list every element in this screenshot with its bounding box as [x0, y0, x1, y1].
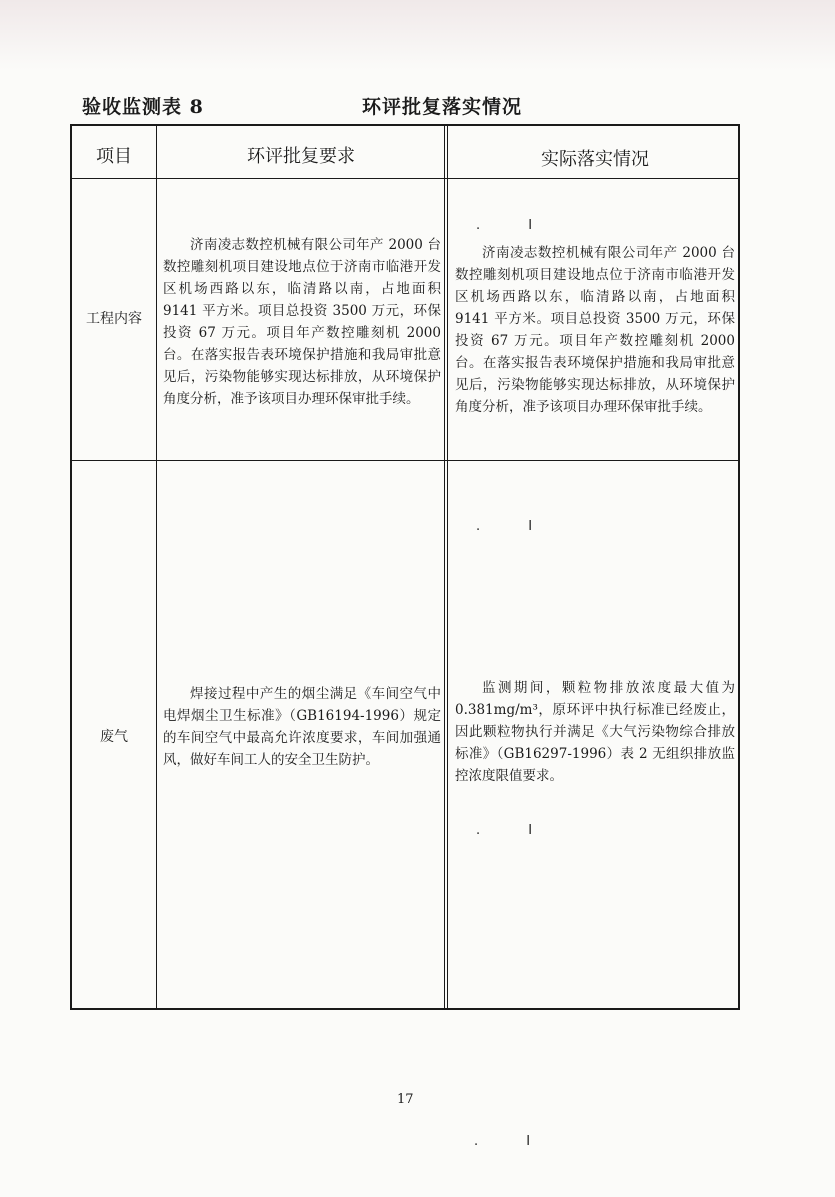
- requirement-engineering: 济南凌志数控机械有限公司年产 2000 台数控雕刻机项目建设地点位于济南市临港开发区机场西路以东，临清路以南，占地面积 9141 平方米。项目总投资 3500 万元，环保投资 67 万元。项目年产数控雕刻机 2000 台。在落实报告表环境保护措施和我局审批意见后，污染物能够实现达标排放，从环境保护角度分析，准予该项目办理环保审批手续。: [163, 237, 441, 407]
- row-label-engineering: 工程内容: [86, 311, 142, 327]
- implementation-exhaust: 监测期间，颗粒物排放浓度最大值为 0.381mg/m³，原环评中执行标准已经废止，因此颗粒物执行并满足《大气污染物综合排放标准》（GB16297-1996）表 2 无组织排放监控浓度限值要求。: [455, 680, 735, 784]
- page-title: 环评批复落实情况: [362, 96, 523, 118]
- column-divider-double: [444, 126, 448, 1008]
- scan-mark: . I: [476, 218, 555, 233]
- scan-mark: . I: [476, 519, 555, 534]
- row-divider: [72, 460, 738, 461]
- column-header-requirement: 环评批复要求: [247, 146, 355, 167]
- column-header-item: 项目: [96, 146, 132, 167]
- implementation-engineering: 济南凌志数控机械有限公司年产 2000 台数控雕刻机项目建设地点位于济南市临港开发区机场西路以东，临清路以南，占地面积 9141 平方米。项目总投资 3500 万元，环保投资 67 万元。项目年产数控雕刻机 2000 台。在落实报告表环境保护措施和我局审批意见后，污染物能够实现达标排放，从环境保护角度分析，准予该项目办理环保审批手续。: [455, 245, 735, 415]
- scan-mark: . I: [474, 1134, 553, 1149]
- scan-mark: . I: [476, 823, 555, 838]
- requirement-exhaust: 焊接过程中产生的烟尘满足《车间空气中电焊烟尘卫生标准》（GB16194-1996）规定的车间空气中最高允许浓度要求，车间加强通风，做好车间工人的安全卫生防护。: [163, 686, 441, 768]
- row-label-exhaust: 废气: [100, 729, 128, 745]
- row-divider: [72, 178, 738, 179]
- scan-smudge: [0, 0, 835, 70]
- form-label: 验收监测表 8: [82, 96, 204, 118]
- column-header-implementation: 实际落实情况: [541, 149, 649, 170]
- column-divider: [156, 126, 157, 1008]
- approval-table: [70, 124, 740, 1010]
- page-number: 17: [397, 1092, 414, 1107]
